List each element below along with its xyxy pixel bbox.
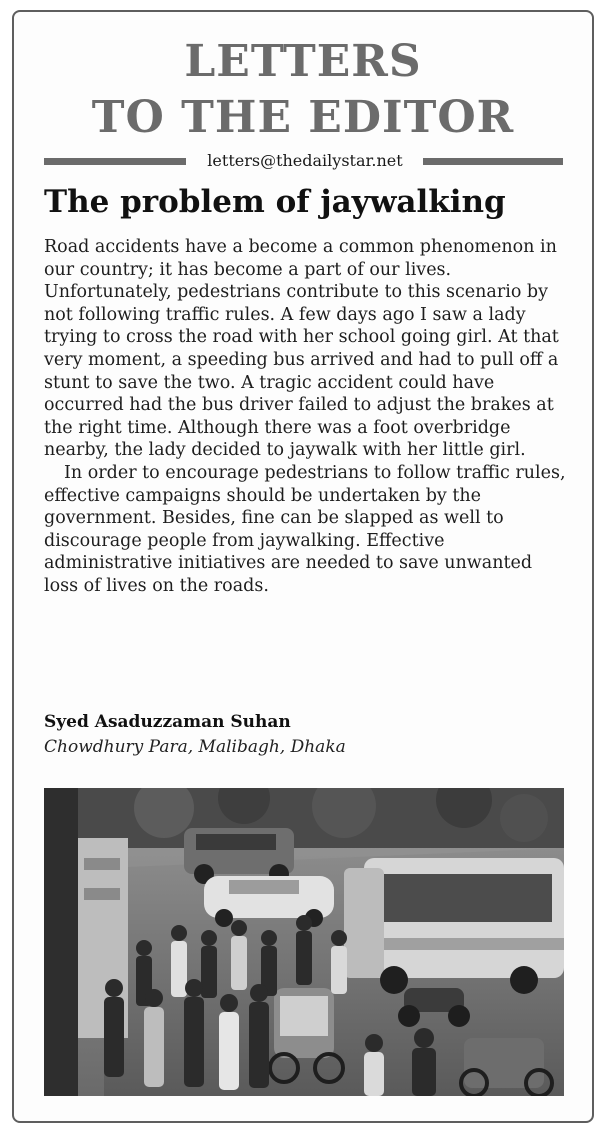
street-traffic-photo-illustration bbox=[44, 788, 564, 1096]
masthead-title-line1: LETTERS bbox=[184, 36, 422, 87]
masthead-title-line2: TO THE EDITOR bbox=[91, 92, 515, 143]
letter-location: Chowdhury Para, Malibagh, Dhaka bbox=[44, 737, 346, 757]
letter-headline: The problem of jaywalking bbox=[44, 184, 506, 220]
divider-right bbox=[423, 158, 563, 165]
letter-paragraph-1: Road accidents have a become a common phenomenon in our country; it has become a part of our lives. Unfortunately, pedestrians contribute to this scenario by not following traffic rules. A few days ago I saw a lady trying to cross the road with her school going girl. At that very moment, a speeding bus arrived and had to pull off a stunt to save the two. A tragic accident could have occurred had the bus driver failed to adjust the brakes at the right time. Although there was a foot overbridge nearby, the lady decided to jaywalk with her little girl. bbox=[44, 237, 559, 461]
street-traffic-photo bbox=[44, 788, 564, 1096]
divider-left bbox=[44, 158, 186, 165]
letter-author: Syed Asaduzzaman Suhan bbox=[44, 712, 291, 732]
letter-paragraph-2: In order to encourage pedestrians to follow traffic rules, effective campaigns should be undertaken by the government. Besides, fine can be slapped as well to discourage people from jaywalking. Effective administrative initiatives are needed to save unwanted loss of lives on the roads. bbox=[44, 462, 566, 596]
letter-body bbox=[44, 236, 566, 598]
editor-email: letters@thedailystar.net bbox=[207, 151, 403, 170]
